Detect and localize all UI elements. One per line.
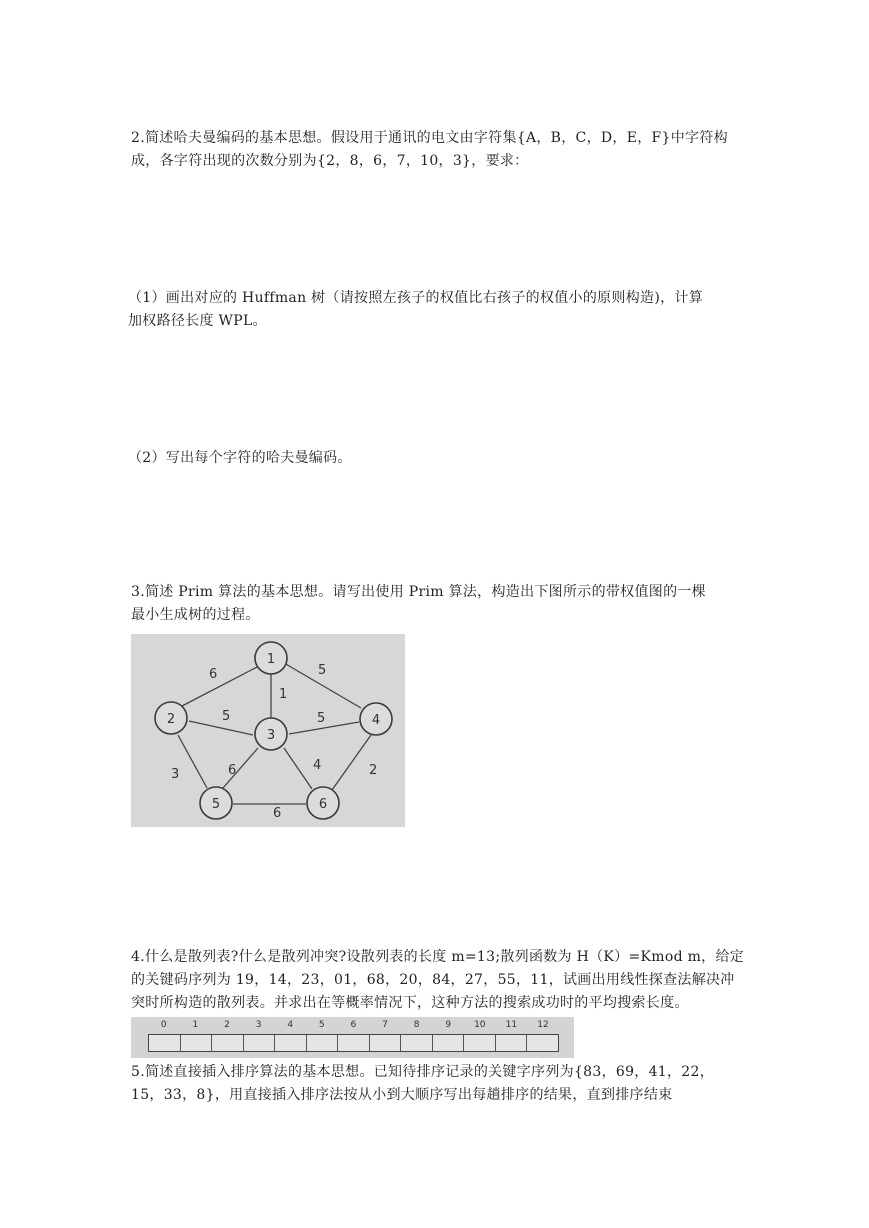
edge-2-5: [178, 735, 207, 788]
hash-index: 4: [287, 1020, 294, 1030]
question-5: [131, 1061, 741, 1107]
hash-cell: [307, 1035, 339, 1051]
hash-index: 12: [537, 1020, 549, 1030]
hash-cell: [370, 1035, 402, 1051]
question-2-line: 成，各字符出现的次数分别为{2，8，6，7，10，3}，要求：: [131, 153, 529, 169]
graph-node-4: [360, 703, 392, 735]
hash-cell: [244, 1035, 276, 1051]
graph-node-5: [200, 787, 232, 819]
question-3: [131, 581, 741, 627]
hash-table-cells: [148, 1034, 559, 1052]
hash-index: 10: [474, 1020, 486, 1030]
question-5-line: 5.简述直接插入排序算法的基本思想。已知待排序记录的关键字序列为{83，69，41，22，: [131, 1064, 715, 1080]
question-2-part-1-line: （1）画出对应的 Huffman 树（请按照左孩子的权值比右孩子的权值小的原则构造)，计算: [128, 290, 703, 306]
question-3-line: 最小生成树的过程。: [131, 607, 260, 623]
weighted-graph-figure: [131, 634, 405, 827]
hash-cell: [149, 1035, 181, 1051]
hash-cell: [527, 1035, 558, 1051]
question-2-part-2-line: （2）写出每个字符的哈夫曼编码。: [128, 450, 352, 466]
weight-label: 5: [317, 711, 326, 726]
hash-cell: [338, 1035, 370, 1051]
hash-index: 2: [224, 1020, 230, 1030]
hash-table-figure: [131, 1017, 574, 1058]
question-2-part-1-line: 加权路径长度 WPL。: [128, 313, 267, 329]
graph-node-3: [255, 718, 287, 750]
hash-cell: [181, 1035, 213, 1051]
edge-1-2: [182, 666, 259, 706]
weight-label: 6: [228, 763, 237, 778]
question-4-line: 4.什么是散列表?什么是散列冲突?设散列表的长度 m=13;散列函数为 H（K）=Kmod m，给定: [131, 949, 745, 965]
weight-label: 5: [222, 709, 231, 724]
question-4: [131, 946, 745, 1015]
graph-node-6: [307, 787, 339, 819]
graph-node-2: [155, 702, 187, 734]
hash-index: 0: [160, 1020, 167, 1030]
question-4-line: 突时所构造的散列表。并求出在等概率情况下，这种方法的搜索成功时的平均搜索长度。: [131, 995, 689, 1011]
hash-index: 3: [255, 1020, 262, 1030]
question-2-part-2: [128, 447, 738, 470]
hash-index: 8: [413, 1020, 420, 1030]
question-4-line: 的关键码序列为 19，14，23，01，68，20，84，27，55，11，试画出用线性探查法解决冲: [131, 972, 735, 988]
hash-cell: [496, 1035, 528, 1051]
weighted-graph: [131, 634, 405, 827]
graph-node-label: 2: [166, 712, 176, 727]
hash-cell: [433, 1035, 465, 1051]
question-3-line: 3.简述 Prim 算法的基本思想。请写出使用 Prim 算法，构造出下图所示的带权值图的一棵: [131, 584, 706, 600]
graph-node-label: 6: [318, 797, 328, 812]
graph-node-label: 1: [266, 652, 276, 667]
hash-cell: [212, 1035, 244, 1051]
edge-4-6: [332, 735, 371, 790]
hash-index: 9: [445, 1020, 452, 1030]
question-2-line: 2.简述哈夫曼编码的基本思想。假设用于通讯的电文由字符集{A，B，C，D，E，F}中字符构: [131, 130, 728, 146]
weight-label: 1: [279, 687, 288, 702]
graph-node-label: 4: [371, 713, 381, 728]
weight-label: 3: [171, 767, 180, 782]
question-5-line: 15，33，8}，用直接插入排序法按从小到大顺序写出每趟排序的结果，直到排序结束: [131, 1087, 673, 1103]
hash-index: 1: [192, 1020, 199, 1030]
weight-label: 6: [209, 667, 218, 682]
edge-2-3: [189, 721, 253, 735]
edge-3-6: [284, 748, 312, 789]
hash-index: 7: [382, 1020, 388, 1030]
question-2-part-1: [128, 287, 738, 333]
weight-label: 2: [369, 763, 378, 778]
hash-cell: [401, 1035, 433, 1051]
question-2: [131, 127, 741, 173]
hash-index: 6: [350, 1020, 357, 1030]
weight-label: 5: [318, 663, 327, 678]
graph-node-label: 3: [266, 728, 276, 743]
hash-cell: [275, 1035, 307, 1051]
hash-cell: [464, 1035, 496, 1051]
graph-node-1: [255, 642, 287, 674]
weight-label: 4: [313, 758, 322, 773]
graph-node-label: 5: [211, 797, 221, 812]
weight-label: 6: [273, 806, 282, 821]
hash-index: 5: [318, 1020, 325, 1030]
hash-index: 11: [505, 1020, 518, 1030]
